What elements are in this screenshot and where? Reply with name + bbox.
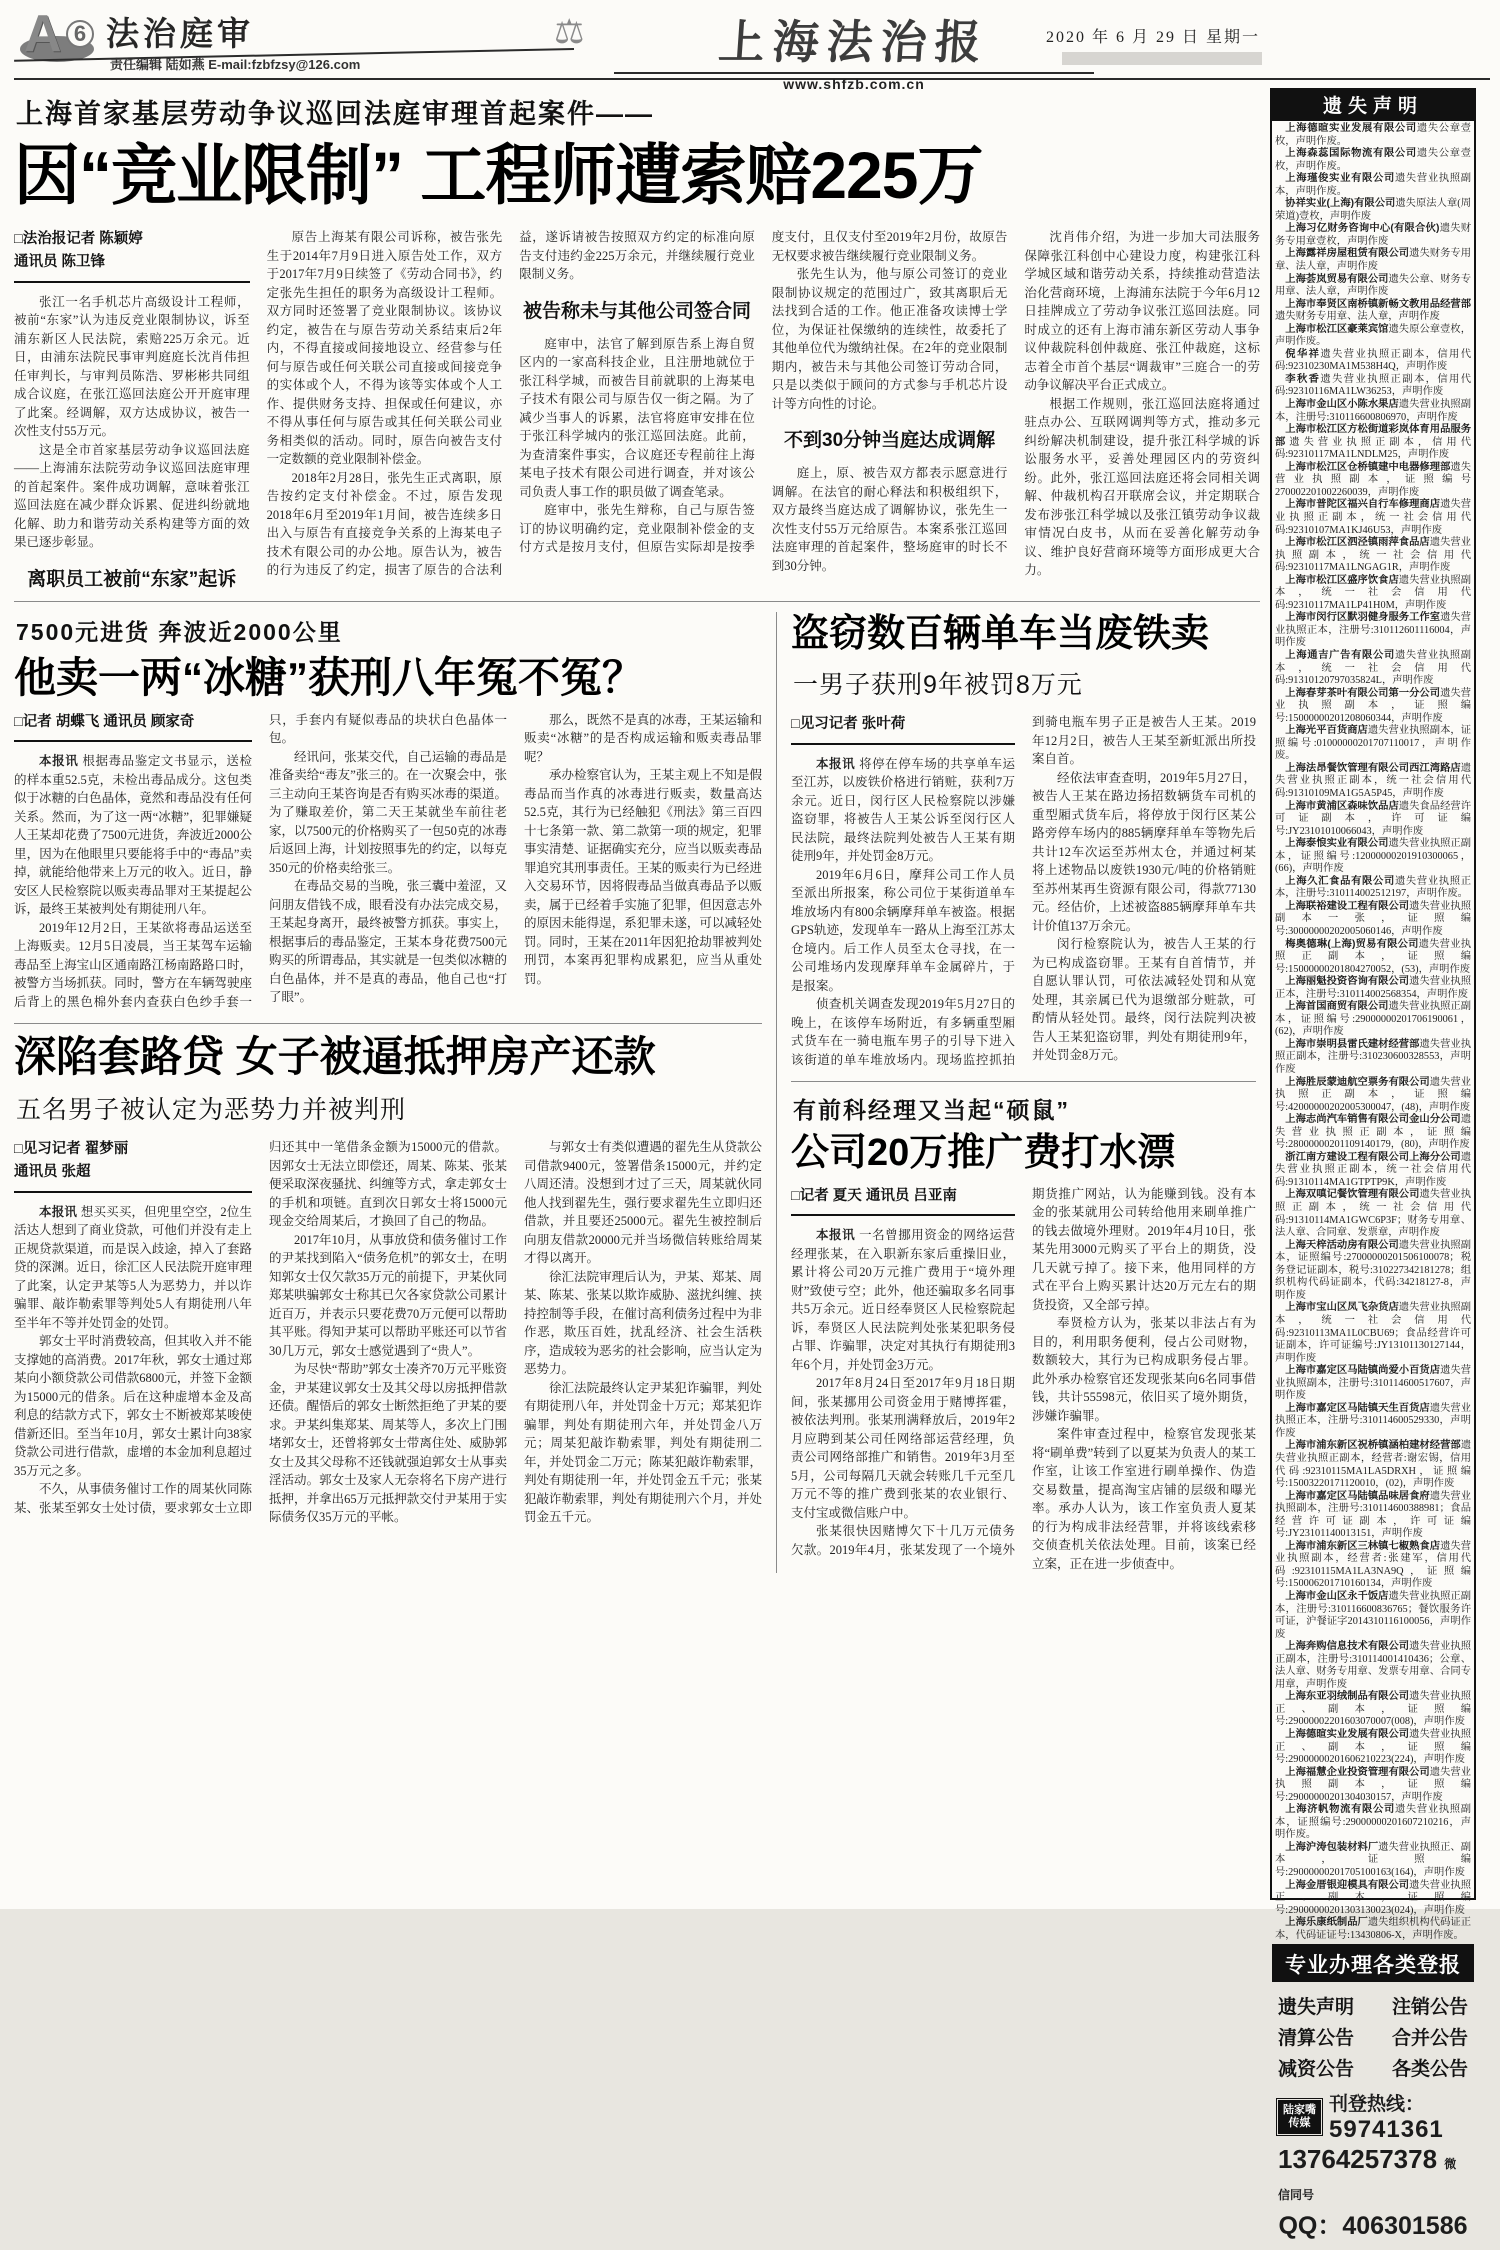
lost-notice: 上海市普陀区福兴自行车修理商店遗失营业执照正副本，统一社会信用代码:92310107MA1KJ46U53，声明作废 bbox=[1275, 499, 1472, 536]
notice-company-name: 上海习亿财务咨询中心(有限合伙) bbox=[1285, 223, 1440, 235]
paragraph: 徐汇法院审理后认为，尹某、郑某、周某、陈某、张某以欺诈威胁、滋扰纠缠、挟持控制等手段，在催讨高利债务过程中为非作恶，欺压百姓，扰乱经济、社会生活秩序，造成较为恶劣的社会影响，应当认定为恶势力。 bbox=[524, 1269, 762, 1377]
article2-headline: 他卖一两“冰糖”获刑八年冤不冤？ bbox=[14, 653, 645, 701]
notice-company-name: 上海市宝山区凤飞杂货店 bbox=[1285, 1302, 1399, 1314]
article4-paragraphs bbox=[14, 1138, 762, 1527]
logo-line2: 传媒 bbox=[1288, 2116, 1311, 2129]
lost-notice: 上海市崇明县雷氏建材经营部遗失营业执照正副本，注册号:310230600328553，声明作废 bbox=[1275, 1038, 1472, 1076]
ad-service: 遗失声明 bbox=[1278, 1997, 1355, 2019]
article3-paragraphs bbox=[791, 713, 1256, 1069]
notice-company-name: 上海福慧企业投资管理有限公司 bbox=[1285, 1766, 1430, 1778]
lost-notice: 上海德暄实业发展有限公司遗失营业执照正、副本，证照编号:29000000201606210223(224)，声明作废 bbox=[1275, 1729, 1472, 1766]
ad-service: 注销公告 bbox=[1391, 1997, 1468, 2019]
notice-company-name: 上海市金山区小陈水果店 bbox=[1285, 399, 1399, 411]
paragraph: 2017年8月24日至2017年9月18日期间，张某挪用公司资金用于赌博挥霍，被依法判刑。张某刑满释放后，2019年2月应聘到某公司任网络部运营经理，负责公司网络部推广和销售。2019年3月至5月，公司每隔几天就会转账几千元至几万元不等的推广费到张某的农业银行、支付宝或微信账户中。 bbox=[791, 1376, 1015, 1520]
notice-company-name: 上海法昂餐饮管理有限公司西江湾路店 bbox=[1285, 762, 1461, 774]
notice-company-name: 上海市奉贤区南桥镇新畅文教用品经营部 bbox=[1285, 298, 1471, 310]
section-subhead: 离职员工被前“东家”起诉 bbox=[27, 568, 237, 590]
paragraph-lead: 本报讯 bbox=[39, 1204, 81, 1219]
article-competition-restriction bbox=[14, 92, 1260, 591]
section-subhead: 被告称未与其他公司签合同 bbox=[522, 300, 751, 322]
article1-byline bbox=[14, 228, 250, 282]
lost-notice: 上海市松江区方松街道彩岚体育用品服务部遗失营业执照正副本，信用代码:92310117MA1LNDLM25，声明作废 bbox=[1275, 424, 1472, 461]
lost-notice: 上海市黄浦区森味饮品店遗失食品经营许可证副本，许可证编号:JY23101010066043，声明作废 bbox=[1275, 800, 1472, 837]
paragraph: 庭审中，张先生辩称，自己与原告签订的协议明确约定，竞业限制补偿金的支付方式是按月支付，但原告实际却是按季度支付，且仅支付至2019年2月份，故原告无权要求被告继续履行竞业限制义务。 bbox=[519, 230, 1008, 555]
article3-headline: 盗窃数百辆单车当废铁卖 bbox=[791, 612, 1210, 655]
article5-byline: □记者 夏天 通讯员 吕亚南 bbox=[791, 1185, 1015, 1216]
lost-notice: 上海法昂餐饮管理有限公司西江湾路店遗失营业执照正副本，统一社会信用代码:91310109MA1G5A5P45，声明作废 bbox=[1275, 762, 1471, 799]
notice-company-name: 上海天梓活动房有限公司 bbox=[1285, 1239, 1399, 1251]
paragraph: 2018年2月28日，张先生正式离职，原告按约定支付补偿金。不过，原告发现2018年6月至2019年1月间，被告连续多日出入与原告有直接竞争关系的上海某电子技术有限公司的办公地。原告认为，被告的行为违反了约定，损害了原告的合法利益，遂诉请被告按照双方约定的标准向原告支付违约金225万余元，并继续履行竞业限制义务。 bbox=[266, 230, 755, 578]
article3-subtitle: 一男子获刑9年被罚8万元 bbox=[793, 671, 1083, 700]
lost-notice: 上海荟岚贸易有限公司遗失公章、财务专用章、法人章，声明作废 bbox=[1275, 273, 1472, 298]
newspaper-name: 上海法治报 bbox=[716, 17, 991, 68]
paragraph: 2019年6月6日，摩拜公司工作人员至派出所报案，称公司位于某街道单车堆放场内有800余辆摩拜单车被盗。根据GPS轨迹，发现单车一路从上海至江苏太仓境内。后工作人员至太仓寻找，在一公司堆场内发现摩拜单车金属碎片，于是报案。 bbox=[791, 867, 1015, 993]
byline-correspondent: 通讯员 陈卫锋 bbox=[14, 254, 106, 271]
hotline-label: 刊登热线： bbox=[1329, 2094, 1425, 2116]
byline-reporter: □法治报记者 陈颖婷 bbox=[14, 231, 143, 248]
lost-notice: 上海露祥房屋租赁有限公司遗失财务专用章、法人章，声明作废 bbox=[1275, 248, 1472, 273]
article4-headline: 深陷套路贷 女子被逼抵押房产还款 bbox=[14, 1033, 656, 1081]
masthead bbox=[614, 6, 1094, 92]
notice-company-name: 上海市普陀区福兴自行车修理商店 bbox=[1285, 499, 1441, 511]
lost-notice: 上海习亿财务咨询中心(有限合伙)遗失财务专用章壹枚，声明作废 bbox=[1275, 223, 1472, 247]
lost-notice: 上海市浦东新区祝桥镇涵柏建材经营部遗失营业执照正副本，经营者:谢宏锡，信用代码:92310115MA1LA5DRXH，证照编号:15003220171120010，(02)，声明作废 bbox=[1275, 1440, 1471, 1490]
lost-notice: 上海春芽茶叶有限公司第一分公司遗失营业执照副本，证照编号:15000000201208060344，声明作废 bbox=[1275, 687, 1472, 724]
paragraph-lead: 本报讯 bbox=[816, 756, 860, 771]
paragraph: 张某很快因赌博欠下十几万元债务欠款。2019年4月，张某发现了一个境外期货推广网站，认为能赚到钱。没有本金的张某就用公司转给他用来刷单推广的钱去做境外理财。2019年4月10日，张某先用3000元购买了平台上的期货，没几天就亏掉了。接下来，他用同样的方式在平台上购买累计达20万元左右的期货投资，又全部亏掉。 bbox=[791, 1186, 1256, 1557]
lost-notice: 上海通吉广告有限公司遗失营业执照副本，统一社会信用代码:91310120797035824L，声明作废 bbox=[1275, 649, 1472, 687]
lost-notice: 上海丽魁投资咨询有限公司遗失营业执照正本，注册号:310114002568354，声明作废 bbox=[1275, 976, 1472, 1000]
notice-company-name: 上海市松江区豪莱宾馆 bbox=[1285, 323, 1389, 335]
article-loan-trap bbox=[14, 1034, 762, 1527]
lost-notice: 上海市金山区小陈水果店遗失营业执照副本，注册号:310116600806970，声明作废 bbox=[1275, 399, 1472, 423]
paragraph: 2019年12月2日，王某欲将毒品运送至上海贩卖。12月5日凌晨，当王某驾车运输毒品至上海宝山区通南路江杨南路路口时，被警方当场抓获。同时，警方在车辆驾驶座后背上的黑色棉外套内查获白色纱手套一只，手套内有疑似毒品的块状白色晶体一包。 bbox=[14, 712, 507, 1009]
paragraph: 与郭女士有类似遭遇的翟先生从贷款公司借款9400元，签署借条15000元，并约定八周还清。没想到才过了三天，周某就伙同他人找到翟先生，强行要求翟先生立即归还借款，并且要还25000元。翟先生被控制后向朋友借款20000元并当场微信转账给周某才得以离开。 bbox=[524, 1140, 762, 1266]
notice-company-name: 倪华祥 bbox=[1285, 348, 1321, 360]
article4-body bbox=[14, 1138, 762, 1527]
lost-notice: 上海市浦东新区三林镇七椒熟食店遗失营业执照副本，经营者:张建军，信用代码:92310115MA1LA3NA9Q，证照编号:150006201710160134，声明作废 bbox=[1275, 1540, 1472, 1590]
lost-notice: 上海金厝银迎模具有限公司遗失营业执照正、副本，证照编号:29000000201303130023(024)，声明作废 bbox=[1275, 1879, 1472, 1916]
paragraph: 为尽快“帮助”郭女士凑齐70万元平账资金，尹某建议郭女士及其父母以房抵押借款还债。醒悟后的郭女士断然拒绝了尹某的要求。尹某纠集郑某、周某等人，多次上门围堵郭女士，还曾将郭女士带离住处、威胁郭女士及其父母称不还钱就强迫郭女士从事卖淫活动。郭女士及家人无奈将名下房产进行抵押，并拿出65万元抵押款交付尹某用于实际债务仅35万元的平帐。 bbox=[269, 1362, 507, 1525]
notice-company-name: 上海丽魁投资咨询有限公司 bbox=[1285, 976, 1410, 988]
article-divider bbox=[791, 1081, 1256, 1082]
notice-company-name: 上海春芽茶叶有限公司第一分公司 bbox=[1285, 687, 1441, 699]
notice-company-name: 上海市松江区方松街道彩岚体育用品服务部 bbox=[1275, 424, 1471, 448]
article3-body bbox=[791, 713, 1256, 1069]
notice-company-name: 上海森蕊国际物流有限公司 bbox=[1285, 148, 1417, 160]
lost-notice: 上海福慧企业投资管理有限公司遗失营业执照副本，证照编号:29000000201304030157，声明作废 bbox=[1275, 1766, 1472, 1803]
notice-company-name: 上海瑾俊实业有限公司 bbox=[1285, 173, 1395, 185]
ad-service-row bbox=[1278, 1992, 1468, 2019]
lost-notice: 上海瑾俊实业有限公司遗失营业执照副本，声明作废。 bbox=[1275, 173, 1472, 197]
ad-hotline-row bbox=[1278, 2089, 1468, 2144]
paragraph: 在毒品交易的当晚，张三囊中羞涩，又问朋友借钱不成，眼看没有办法完成交易，王某起身离开，最终被警方抓获。事实上，根据事后的毒品鉴定，王某本身花费7500元购买的所谓毒品，其实就是一包类似冰糖的白色晶体，并不是真的毒品，他自己也“打了眼”。 bbox=[269, 879, 507, 1005]
article5-kicker: 有前科经理又当起“硕鼠” bbox=[793, 1097, 1070, 1124]
article2-paragraphs bbox=[14, 711, 762, 1011]
byline-correspondent: 通讯员 张超 bbox=[14, 1164, 91, 1181]
hotline-block bbox=[1329, 2089, 1444, 2144]
lost-notice: 上海天梓活动房有限公司遗失营业执照副本，证照编号:27000000201506100078；税务登记证副本，税号:310227342181278；组织机构代码证副本，代码:34218127-8，声明作废 bbox=[1275, 1239, 1472, 1301]
article1-headline: 因“竞业限制” 工程师遭索赔225万 bbox=[14, 138, 983, 212]
lost-notice: 上海市奉贤区南桥镇新畅文教用品经营部遗失财务专用章、法人章，声明作废 bbox=[1275, 298, 1471, 323]
article1-body bbox=[14, 228, 1260, 590]
paragraph: 这是全市首家基层劳动争议巡回法庭——上海浦东法院劳动争议巡回法庭审理的首起案件。案件成功调解，意味着张江巡回法庭在减少群众诉累、促进纠纷就地化解、助力和谐劳动关系构建等方面的效果已逐步彰显。 bbox=[14, 442, 250, 550]
article-bike-theft bbox=[791, 614, 1256, 1069]
paragraph: 根据工作规则，张江巡回法庭将通过驻点办公、互联网调判等方式，推动多元纠纷解决机制建设，提升张江科学城的诉讼服务水平，妥善处理园区内的劳资纠纷。此外，张江巡回法庭还将会同相关调解、仲裁机构召开联席会议，并定期联合发布涉张江科学城以及张江镇劳动争议裁审情况白皮书，从而在妥善化解劳动争议、维护良好营商环境等方面形成更大合力。 bbox=[1024, 396, 1260, 578]
article5-headline: 公司20万推广费打水漂 bbox=[791, 1132, 1176, 1175]
notice-company-name: 协祥实业(上海)有限公司 bbox=[1285, 198, 1396, 210]
lost-notice: 上海市松江区泗泾镇雨萍食品店遗失营业执照副本，统一社会信用代码:92310117MA1LNGAG1R，声明作废 bbox=[1275, 537, 1472, 574]
notice-company-name: 上海济帆物流有限公司 bbox=[1285, 1804, 1395, 1816]
paragraph: 经依法审查查明，2019年5月27日，被告人王某在路边扬招数辆货车司机的重型厢式货车后，将停放于闵行区某公路旁停车场内的885辆摩拜单车等物先后共计12车次运至苏州太仓，并通过柯某将上述物品以废铁1930元/吨的价格销赃至苏州某再生资源有限公司，得款77130元。经估价，上述被盗885辆摩拜单车共计价值137万余元。 bbox=[1032, 770, 1256, 933]
notice-company-name: 上海泰悢实业有限公司 bbox=[1285, 838, 1389, 850]
paragraph: 经讯问，张某交代，自己运输的毒品是准备卖给“毒友”张三的。在一次聚会中，张三主动向王某咨询是否有购买冰毒的渠道。为了赚取差价，第二天王某就坐车前往老家，以7500元的价格购买了一包50克的冰毒后返回上海，计划按照事先的约定，以每克350元的价格卖给张三。 bbox=[269, 749, 507, 875]
paragraph: 庭上，原、被告双方都表示愿意进行调解。在法官的耐心释法和积极组织下，双方最终当庭达成了调解协议，张先生一次性支付55万元给原告。本案系张江巡回法庭审理的首起案件，整场庭审的时长不到30分钟。 bbox=[771, 466, 1008, 573]
notice-company-name: 上海露祥房屋租赁有限公司 bbox=[1285, 248, 1410, 260]
notice-company-name: 上海志尚汽车销售有限公司金山分公司 bbox=[1285, 1114, 1461, 1126]
paragraph: 庭审中，法官了解到原告系上海自贸区内的一家高科技企业，且注册地就位于张江科学城，而被告目前就职的上海某电子技术有限公司与原告仅一街之隔。为了减少当事人的诉累，法官将庭审安排在位于张江科学城内的张江巡回法庭。此前，为查清案件事实，合议庭还专程前往上海某电子技术有限公司进行调查，并对该公司负责人事工作的职员做了调查笔录。 bbox=[519, 336, 755, 499]
logo-line1: 陆家嘴 bbox=[1283, 2103, 1316, 2116]
lost-notice: 上海胜辰蒙迪航空票务有限公司遗失营业执照正副本，证照编号:42000000202005300047，(48)，声明作废 bbox=[1275, 1076, 1472, 1113]
lost-notice: 上海市闵行区默羽健身服务工作室遗失营业执照正本，注册号:310112601116004，声明作废 bbox=[1275, 612, 1472, 649]
registration-ad-box bbox=[1272, 1944, 1474, 2250]
notice-company-name: 上海市松江区泗泾镇雨萍食品店 bbox=[1285, 537, 1430, 549]
notice-company-name: 上海市嘉定区马陆镇天生百货店 bbox=[1285, 1402, 1430, 1414]
ad-service-row bbox=[1278, 2023, 1468, 2050]
paragraph: 沈肖伟介绍，为进一步加大司法服务保障张江科创中心建设力度，构建张江科学城区域和谐劳动关系，持续推动营造法治化营商环境，上海浦东法院于今年6月12日挂牌成立了劳动争议张江巡回法庭。同时成立的还有上海市浦东新区劳动人事争议仲裁院科创仲裁庭、张江仲裁庭，这标志着全市首个基层“调裁审”三庭合一的劳动争议解决平台正式成立。 bbox=[1024, 230, 1260, 393]
notice-company-name: 上海荟岚贸易有限公司 bbox=[1285, 273, 1389, 285]
article4-subtitle: 五名男子被认定为恶势力并被判刑 bbox=[16, 1096, 407, 1125]
notice-company-name: 上海光平百货商店 bbox=[1285, 725, 1368, 737]
paragraph: 本报讯 一名曾挪用资金的网络运营经理张某，在入职新东家后重操旧业，累计将公司20万元推广费用于“境外理财”致使亏空；此外，他还骗取多名同事共5万余元。近日经奉贤区人民检察院起诉，奉贤区人民法院判处张某犯职务侵占罪、诈骗罪，决定对其执行有期徒刑3年6个月，并处罚金3万元。 bbox=[791, 1228, 1015, 1372]
section-title: 法治庭审 bbox=[106, 15, 254, 52]
article2-kicker: 7500元进货 奔波近2000公里 bbox=[16, 618, 343, 645]
notice-company-name: 上海东亚羽绒制品有限公司 bbox=[1285, 1691, 1410, 1703]
lost-notice: 协祥实业(上海)有限公司遗失原法人章(周荣道)壹枚，声明作废 bbox=[1275, 198, 1471, 222]
lost-notice: 浙江南方建设工程有限公司上海分公司遗失营业执照正副本，统一社会信用代码:91310114MA1GTPTP9K，声明作废 bbox=[1275, 1151, 1471, 1188]
lost-notice: 上海市嘉定区马陆镇天生百货店遗失营业执照正本，注册号:310114600529330，声明作废 bbox=[1275, 1402, 1472, 1439]
notice-company-name: 上海沪涛包装材料厂 bbox=[1285, 1841, 1379, 1853]
paragraph: 张先生认为，他与原公司签订的竞业限制协议规定的范围过广，致其离职后无法找到合适的工作。他正准备攻读博士学位，为保证社保缴纳的连续性，故委托了其他单位代为缴纳社保。在2年的竞业限制期内，被告未与其他公司签订劳动合同，只是以类似于顾问的方式参与手机芯片设计等方向性的讨论。 bbox=[771, 267, 1008, 411]
notice-company-name: 上海金厝银迎模具有限公司 bbox=[1285, 1879, 1410, 1891]
paragraph: 郭女士平时消费较高，但其收入并不能支撑她的高消费。2017年秋，郭女士通过郑某向小额贷款公司借款6800元，并签下金额为15000元的借条。后在这种虚增本金及高利息的结款方式下，郭女士不断被郑某唆使借新还旧。至当年10月，郭女士累计向38家贷款公司进行借款，虚增的本金加利息超过35万元之多。 bbox=[14, 1334, 252, 1478]
lujiazui-media-logo bbox=[1278, 2100, 1321, 2134]
lost-notice: 上海济帆物流有限公司遗失营业执照副本，证照编号:29000000201607210216，声明作废。 bbox=[1275, 1804, 1472, 1841]
notice-company-name: 上海市黄浦区森味饮品店 bbox=[1285, 800, 1399, 812]
notice-company-name: 上海市松江区盛序饮食店 bbox=[1285, 574, 1399, 586]
notice-company-name: 梅奥德琳(上海)贸易有限公司 bbox=[1285, 938, 1419, 950]
lost-notice: 上海市松江区仓桥镇建中电器修理部遗失营业执照副本，证照编号270002201002260039，声明作废 bbox=[1275, 461, 1472, 498]
article5-body bbox=[791, 1185, 1256, 1574]
page-header bbox=[14, 5, 1490, 92]
article3-byline: □见习记者 张叶荷 bbox=[791, 713, 1015, 744]
lost-notice: 上海乐康纸制品厂遗失组织机构代码证正本，代码证证号:13430806-X，声明作废。 bbox=[1275, 1917, 1472, 1941]
article4-byline bbox=[14, 1138, 252, 1192]
article2-body bbox=[14, 711, 762, 1011]
lost-notice: 李秋香遗失营业执照正副本，信用代码:92310116MA1LW36253，声明作废 bbox=[1275, 373, 1472, 398]
lost-notice: 上海德暄实业发展有限公司遗失公章壹枚，声明作废。 bbox=[1275, 123, 1472, 147]
phone-number: 13764257378 bbox=[1278, 2144, 1438, 2175]
phone-note: 微信同号 bbox=[1278, 2157, 1457, 2203]
lost-notice: 上海志尚汽车销售有限公司金山分公司遗失营业执照正副本，证照编号:28000000201109140179，(80)，声明作废 bbox=[1275, 1114, 1471, 1151]
lost-notice: 上海久汇食品有限公司遗失营业执照正本，注册号:310114002512197，声明作废。 bbox=[1275, 875, 1472, 900]
paragraph: 奉贤检方认为，张某以非法占有为目的，利用职务便利，侵占公司财物，数额较大，其行为已构成职务侵占罪。此外承办检察官还发现张某向6名同事借钱，共计55598元，依旧买了境外期货，涉嫌诈骗罪。 bbox=[1032, 1316, 1256, 1423]
ad-qq-row: QQ：406301586 bbox=[1278, 2212, 1468, 2241]
notice-company-name: 上海德暄实业发展有限公司 bbox=[1285, 1729, 1410, 1740]
ad-service-row bbox=[1278, 2054, 1468, 2081]
newspaper-website: www.shfzb.com.cn bbox=[783, 76, 925, 92]
notice-company-name: 上海通吉广告有限公司 bbox=[1285, 649, 1395, 661]
hotline-number: 59741361 bbox=[1329, 2116, 1444, 2144]
lost-notice: 倪华祥遗失营业执照正副本，信用代码:92310230MA1M538H4Q，声明作废 bbox=[1275, 348, 1472, 373]
notice-company-name: 上海双嗔记餐饮管理有限公司 bbox=[1285, 1189, 1420, 1201]
lost-notice: 上海奔购信息技术有限公司遗失营业执照正副本，注册号:310114001410436；公章、法人章、财务专用章、发票专用章、合同专用章，声明作废 bbox=[1275, 1641, 1472, 1690]
paragraph: 案件审查过程中，检察官发现张某将“刷单费”转到了以夏某为负责人的某工作室，让该工作室进行刷单操作、伪造交易数量，提高淘宝店铺的层级和曝光率。承办人认为，该工作室负责人夏某的行为构成非法经营罪，并将该线索移交侦查机关依法处理。目前，该案已经立案，正在进一步侦查中。 bbox=[1032, 1427, 1256, 1571]
classifieds-sidebar bbox=[1270, 88, 1476, 2241]
lost-notice: 上海市宝山区凤飞杂货店遗失营业执照副本，统一社会信用代码:92310113MA1L0CBU69；食品经营许可证副本，许可证编号:JY13101130127144，声明作废 bbox=[1275, 1302, 1472, 1364]
article-divider bbox=[14, 1023, 762, 1024]
byline-reporter: □见习记者 翟梦丽 bbox=[14, 1141, 129, 1158]
ad-contact bbox=[1272, 2087, 1474, 2250]
issue-date: 2020 年 6 月 29 日 星期一 bbox=[1045, 29, 1260, 46]
right-article-stack bbox=[776, 612, 1256, 1574]
notice-company-name: 上海德暄实业发展有限公司 bbox=[1285, 123, 1417, 134]
masthead-rule bbox=[614, 72, 1094, 74]
page-number: 6 bbox=[66, 20, 94, 48]
paragraph: 原告上海某有限公司诉称，被告张先生于2014年7月9日进入原告处工作，双方于2017年7月9日续签了《劳动合同书》，约定张先生担任的职务为高级设计工程师。双方同时还签署了竞业限制协议。该协议约定，被告在与原告劳动关系结束后2年内，不得直接或间接地设立、经营参与任何与原告或任何关联公司直接或间接竞争的实体或个人，不得为该等实体或个人工作、提供财务支持、担保或任何建议，亦不得从事任何与原告或其任何关联公司业务相类似的活动。同时，原告向被告支付一定数额的竞业限制补偿金。 bbox=[266, 230, 503, 467]
ad-box-title: 专业办理各类登报 bbox=[1272, 1946, 1474, 1982]
paragraph: 本报讯 将停在停车场的共享单车运至江苏，以废铁价格进行销赃，获利7万余元。近日，闵行区人民检察院以涉嫌盗窃罪，将被告人王某公诉至闵行区人民法院，最终法院判处被告人王某有期徒刑9年，并处罚金8万元。 bbox=[791, 756, 1015, 864]
lost-notice: 上海市松江区盛序饮食店遗失营业执照副本，统一社会信用代码:92310117MA1LP41H0M，声明作废 bbox=[1275, 574, 1472, 611]
notice-company-name: 浙江南方建设工程有限公司上海分公司 bbox=[1285, 1151, 1461, 1163]
paragraph-lead: 本报讯 bbox=[816, 1228, 860, 1243]
notice-company-name: 上海久汇食品有限公司 bbox=[1285, 875, 1395, 887]
lost-notice: 上海森蕊国际物流有限公司遗失公章壹枚，声明作废。 bbox=[1275, 148, 1472, 172]
paragraph: 承办检察官认为，王某主观上不知是假毒品而当作真的冰毒进行贩卖，数量高达52.5克，其行为已经触犯《刑法》第三百四十七条第一款、第二款第一项的规定，犯罪事实清楚、证据确实充分，应当以贩卖毒品罪追究其刑事责任。王某的贩卖行为已经进入交易环节，因将假毒品当做真毒品予以贩卖，属于已经着手实施了犯罪，但因意志外的原因未能得逞，系犯罪未遂，可以减轻处罚。同时，王某在2011年因犯抢劫罪被判处刑罚，本案再犯罪构成累犯，应当从重处罚。 bbox=[524, 768, 762, 986]
paragraph: 不久，从事债务催讨工作的周某伙同陈某、张某至郭女士处讨债，要求郭女士立即归还其中一笔借条金额为15000元的借款。因郭女士无法立即偿还，周某、陈某、张某便采取深夜骚扰、纠缠等方式，拿走郭女士的手机和项链。直到次日郭女士将15000元现金交给周某后，才换回了自己的物品。 bbox=[14, 1140, 507, 1515]
lost-notice: 上海市嘉定区马陆镇品味居食府遗失营业执照副本，注册号:310114600388981；食品经营许可证副本，许可证编号:JY23101140013151，声明作废 bbox=[1275, 1490, 1472, 1540]
ad-services bbox=[1272, 1982, 1474, 2087]
paragraph: 那么，既然不是真的冰毒，王某运输和贩卖“冰糖”的是否构成运输和贩卖毒品罪呢？ bbox=[524, 712, 762, 764]
notice-company-name: 上海市金山区永千饭店 bbox=[1285, 1590, 1389, 1602]
lost-notice: 上海光平百货商店遗失营业执照副本，证照编号:01000000201707110017，声明作废。 bbox=[1275, 725, 1472, 762]
ad-service: 减资公告 bbox=[1278, 2059, 1355, 2081]
article-fake-ice-drug bbox=[14, 614, 762, 1011]
lost-notice: 上海首国商贸有限公司遗失营业执照正副本，证照编号:29000000201706190061，(62)，声明作废 bbox=[1275, 1001, 1472, 1038]
left-article-stack bbox=[14, 612, 776, 1574]
notice-company-name: 上海奔购信息技术有限公司 bbox=[1285, 1641, 1410, 1653]
notice-company-name: 上海联裕建设工程有限公司 bbox=[1285, 900, 1410, 912]
notice-company-name: 李秋香 bbox=[1285, 373, 1321, 385]
notice-company-name: 上海市嘉定区马陆镇品味居食府 bbox=[1285, 1490, 1430, 1502]
lost-notices-list bbox=[1272, 121, 1474, 1944]
paragraph: 本报讯 根据毒品鉴定文书显示，送检的样本重52.5克，未检出毒品成分。这包类似于冰糖的白色晶体，竟然和毒品没有任何关系。然而，为了这一两“冰糖”，犯罪嫌疑人王某却花费了7500元进货，奔波近2000公里，因为在他眼里只要能将手中的“毒品”卖掉，就能给他带来上万元的收入。近日，静安区人民检察院以贩卖毒品罪对王某提起公诉，最终王某被判处有期徒刑八年。 bbox=[14, 754, 252, 917]
paragraph: 闵行检察院认为，被告人王某的行为已构成盗窃罪。王某有自首情节，并自愿认罪认罚，可依法减轻处罚和从宽处理，其亲属已代为退缴部分赃款，可酌情从轻处罚。最终，闵行法院判决被告人王某犯盗窃罪，判处有期徒刑9年，并处罚金8万元。 bbox=[1032, 937, 1256, 1063]
notice-company-name: 上海市浦东新区三林镇七椒熟食店 bbox=[1285, 1540, 1441, 1552]
paragraph: 徐汇法院最终认定尹某犯诈骗罪，判处有期徒刑八年，并处罚金十万元；郑某犯诈骗罪，判处有期徒刑六年，并处罚金八万元；周某犯敲诈勒索罪，判处有期徒刑二年，并处罚金二万元；陈某犯敲诈勒索罪，判处有期徒刑一年，并处罚金五千元；张某犯敲诈勒索罪，判处有期徒刑六个月，并处罚金五千元。 bbox=[524, 1380, 762, 1525]
paragraph: 2017年10月，从事放贷和债务催讨工作的尹某找到陷入“债务危机”的郭女士，在明知郭女士仅欠款35万元的前提下，尹某伙同郑某哄骗郭女士称其已欠各家贷款公司累计近百万，并表示只要花费70万元便可以帮助其平账。得知尹某可以帮助平账还可以节省30几万元，郭女士感觉遇到了“贵人”。 bbox=[269, 1232, 507, 1358]
lost-notice: 上海市嘉定区马陆镇尚爱小百货店遗失营业执照副本，注册号:310114600517607，声明作废 bbox=[1275, 1365, 1472, 1402]
notice-company-name: 上海市嘉定区马陆镇尚爱小百货店 bbox=[1285, 1365, 1441, 1377]
notice-company-name: 上海市松江区仓桥镇建中电器修理部 bbox=[1285, 461, 1451, 473]
paragraph-lead: 本报讯 bbox=[39, 754, 83, 769]
date-underline-bar bbox=[1062, 52, 1262, 65]
ad-service: 合并公告 bbox=[1391, 2028, 1468, 2050]
lost-notice: 上海市松江区豪莱宾馆遗失原公章壹枚，声明作废。 bbox=[1275, 323, 1472, 348]
article-promotion-fee bbox=[791, 1092, 1256, 1573]
ad-service: 各类公告 bbox=[1391, 2059, 1468, 2081]
notice-company-name: 上海市浦东新区祝桥镇涵柏建材经营部 bbox=[1285, 1440, 1461, 1452]
lost-notice: 上海东亚羽绒制品有限公司遗失营业执照正、副本，证照编号:29000002201603070007(008)，声明作废 bbox=[1275, 1691, 1472, 1728]
lost-notice: 上海沪涛包装材料厂遗失营业执照正、副本，证照编号:29000000201705100163(164)，声明作废 bbox=[1275, 1841, 1472, 1879]
notice-company-name: 上海市闵行区默羽健身服务工作室 bbox=[1285, 612, 1441, 624]
editor-contact-line: 责任编辑 陆如燕 E-mail:fzbfzsy@126.com bbox=[110, 57, 361, 72]
lost-notice: 上海双嗔记餐饮管理有限公司遗失营业执照正副本，统一社会信用代码:91310114MA1GWC6P3F；财务专用章、法人章、合同章、发票章，声明作废 bbox=[1275, 1189, 1472, 1239]
lost-notice: 梅奥德琳(上海)贸易有限公司遗失营业执照正副本，证照编号:15000000201804270052，(53)，声明作废 bbox=[1275, 938, 1471, 975]
section-subhead: 不到30分钟当庭达成调解 bbox=[784, 430, 996, 452]
notice-company-name: 上海市崇明县雷氏建材经营部 bbox=[1285, 1038, 1420, 1050]
lost-notice: 上海泰悢实业有限公司遗失营业执照正副本，证照编号:12000000201910300065，(66)，声明作废 bbox=[1275, 838, 1472, 875]
ad-service: 清算公告 bbox=[1278, 2028, 1355, 2050]
page-content bbox=[14, 88, 1490, 2241]
article1-kicker: 上海首家基层劳动争议巡回法庭审理首起案件—— bbox=[16, 99, 654, 129]
ad-phone-row bbox=[1278, 2144, 1468, 2206]
article5-paragraphs bbox=[791, 1185, 1256, 1574]
paragraph: 张江一名手机芯片高级设计工程师，被前“东家”认为违反竞业限制协议，诉至浦东新区人民法院，索赔225万余元。近日，由浦东法院民事审判庭庭长沈肖伟担任审判长，与审判员陈浩、罗彬彬共同组成合议庭，在张江巡回法庭公开开庭审理了此案。经调解，双方达成协议，被告一次性支付55万元。 bbox=[14, 294, 250, 439]
justice-statue-icon: ⚖ bbox=[554, 14, 585, 51]
page-letter: A bbox=[24, 5, 62, 63]
main-articles-area bbox=[14, 88, 1270, 1900]
lost-notice: 上海联裕建设工程有限公司遗失营业执照副本一张，证照编号:30000000202005060146，声明作废 bbox=[1275, 900, 1472, 937]
paragraph: 本报讯 想买买买，但兜里空空，2位生活达人想到了商业贷款，可他们并没有走上正规贷款渠道，而是误入歧途，掉入了套路贷的深渊。近日，徐汇区人民法院开庭审理了此案，认定尹某等5人为恶势力，并以诈骗罪、敲诈勒索罪等判处5人有期徒刑八年至半年不等并处罚金的处罚。 bbox=[14, 1204, 252, 1330]
article2-byline: □记者 胡蝶飞 通讯员 顾家奇 bbox=[14, 711, 252, 742]
lost-notices-title: 遗失声明 bbox=[1272, 90, 1474, 121]
paragraph: 侦查机关调查发现2019年5月27日的晚上，在该停车场附近，有多辆重型厢式货车在一骑电瓶车男子的引导下进入该街道的单车堆放场内。现场监控抓拍到骑电瓶车男子正是被告人王某。2019年12月2日，被告人王某至新虹派出所投案自首。 bbox=[791, 715, 1256, 1067]
lower-articles-row bbox=[14, 601, 1260, 1574]
notice-company-name: 上海胜辰蒙迪航空票务有限公司 bbox=[1285, 1076, 1430, 1088]
notice-company-name: 上海首国商贸有限公司 bbox=[1285, 1001, 1389, 1013]
notice-company-name: 上海乐康纸制品厂 bbox=[1285, 1917, 1368, 1929]
lost-notice: 上海市金山区永千饭店遗失营业执照正副本，注册号:310116600836765；餐饮服务许可证，沪餐证字2014310116100056，声明作废 bbox=[1275, 1590, 1472, 1640]
